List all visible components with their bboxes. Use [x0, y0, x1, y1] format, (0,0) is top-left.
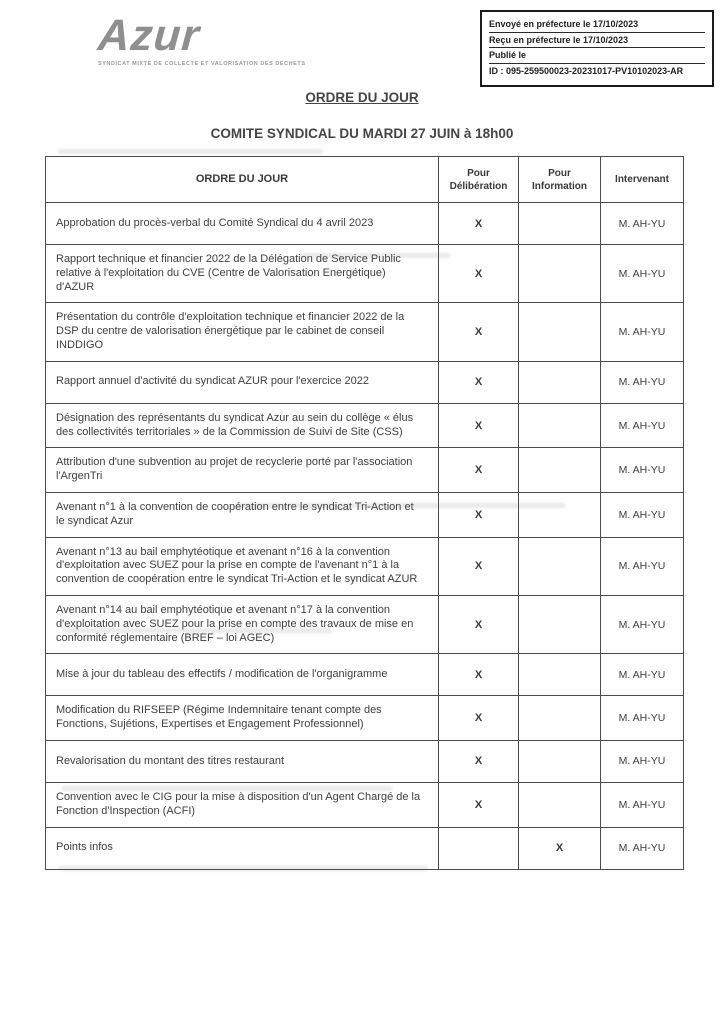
scan-artifact [58, 149, 323, 154]
information-mark [519, 537, 601, 595]
table-row [46, 303, 684, 361]
agenda-item: Avenant n°14 au bail emphytéotique et avenant n°17 à la convention d'exploitation avec SUEZ pour la prise en compte des travaux de mise en conformité réglementaire (BREF – loi AGEC) [46, 595, 439, 653]
agenda-item: Convention avec le CIG pour la mise à disposition d'un Agent Chargé de la Fonction d'Inspection (ACFI) [46, 782, 439, 827]
information-mark [519, 448, 601, 493]
agenda-item: Mise à jour du tableau des effectifs / modification de l'organigramme [46, 654, 439, 696]
agenda-item: Points infos [46, 827, 439, 869]
information-mark [519, 696, 601, 741]
header-information: Pour Information [519, 157, 601, 203]
deliberation-mark: X [439, 448, 519, 493]
deliberation-mark: X [439, 696, 519, 741]
agenda-item: Présentation du contrôle d'exploitation technique et financier 2022 de la DSP du centre de valorisation énergétique par le cabinet de conseil INDDIGO [46, 303, 439, 361]
table-header-row [46, 157, 684, 203]
deliberation-mark: X [439, 361, 519, 403]
information-mark [519, 654, 601, 696]
table-row [46, 782, 684, 827]
table-row [46, 740, 684, 782]
table-row [46, 492, 684, 537]
agenda-item: Rapport technique et financier 2022 de la Délégation de Service Public relative à l'exploitation du CVE (Centre de Valorisation Energétique) d'AZUR [46, 245, 439, 303]
agenda-item: Désignation des représentants du syndicat Azur au sein du collège « élus des collectivités territoriales » de la Commission de Suivi de Site (CSS) [46, 403, 439, 448]
stamp-line-published: Publié le [489, 48, 705, 64]
information-mark [519, 492, 601, 537]
table-row [46, 696, 684, 741]
table-row [46, 361, 684, 403]
information-mark [519, 740, 601, 782]
page-title-text: ORDRE DU JOUR [305, 90, 419, 105]
table-row [46, 537, 684, 595]
header-intervenant: Intervenant [601, 157, 684, 203]
information-mark [519, 361, 601, 403]
agenda-item: Attribution d'une subvention au projet de recyclerie porté par l'association l'ArgenTri [46, 448, 439, 493]
deliberation-mark: X [439, 203, 519, 245]
intervenant-cell: M. AH-YU [601, 203, 684, 245]
agenda-item: Rapport annuel d'activité du syndicat AZUR pour l'exercice 2022 [46, 361, 439, 403]
deliberation-mark: X [439, 782, 519, 827]
deliberation-mark: X [439, 740, 519, 782]
intervenant-cell: M. AH-YU [601, 403, 684, 448]
intervenant-cell: M. AH-YU [601, 740, 684, 782]
intervenant-cell: M. AH-YU [601, 654, 684, 696]
agenda-table [45, 156, 684, 870]
deliberation-mark: X [439, 403, 519, 448]
stamp-line-id: ID : 095-259500023-20231017-PV10102023-AR [489, 65, 684, 76]
intervenant-cell: M. AH-YU [601, 245, 684, 303]
azur-logo-tagline: SYNDICAT MIXTE DE COLLECTE ET VALORISATION DES DECHETS [98, 61, 306, 67]
page-subtitle: COMITE SYNDICAL DU MARDI 27 JUIN à 18h00 [210, 126, 514, 141]
stamp-line-sent: Envoyé en préfecture le 17/10/2023 [489, 17, 705, 33]
header-agenda: ORDRE DU JOUR [46, 157, 439, 203]
agenda-item: Avenant n°1 à la convention de coopération entre le syndicat Tri-Action et le syndicat Azur [46, 492, 439, 537]
intervenant-cell: M. AH-YU [601, 537, 684, 595]
deliberation-mark [439, 827, 519, 869]
deliberation-mark: X [439, 245, 519, 303]
information-mark [519, 403, 601, 448]
table-row [46, 448, 684, 493]
deliberation-mark: X [439, 537, 519, 595]
deliberation-mark: X [439, 595, 519, 653]
information-mark [519, 782, 601, 827]
table-row [46, 403, 684, 448]
intervenant-cell: M. AH-YU [601, 492, 684, 537]
information-mark: X [519, 827, 601, 869]
information-mark [519, 203, 601, 245]
agenda-item: Modification du RIFSEEP (Régime Indemnitaire tenant compte des Fonctions, Sujétions, Expertises et Engagement Professionnel) [46, 696, 439, 741]
intervenant-cell: M. AH-YU [601, 595, 684, 653]
page-title [0, 90, 724, 105]
information-mark [519, 303, 601, 361]
agenda-item: Approbation du procès-verbal du Comité Syndical du 4 avril 2023 [46, 203, 439, 245]
prefecture-stamp [480, 10, 714, 87]
table-row [46, 827, 684, 869]
information-mark [519, 245, 601, 303]
header-deliberation: Pour Délibération [439, 157, 519, 203]
information-mark [519, 595, 601, 653]
table-row [46, 595, 684, 653]
deliberation-mark: X [439, 303, 519, 361]
azur-logo [96, 11, 398, 67]
deliberation-mark: X [439, 492, 519, 537]
agenda-item: Avenant n°13 au bail emphytéotique et avenant n°16 à la convention d'exploitation avec SUEZ pour la prise en compte de l'avenant n°1 à la convention de coopération entre le syndicat Tri-Action et le syndicat AZUR [46, 537, 439, 595]
intervenant-cell: M. AH-YU [601, 782, 684, 827]
agenda-item: Revalorisation du montant des titres restaurant [46, 740, 439, 782]
stamp-line-received: Reçu en préfecture le 17/10/2023 [489, 33, 705, 49]
table-row [46, 203, 684, 245]
intervenant-cell: M. AH-YU [601, 361, 684, 403]
intervenant-cell: M. AH-YU [601, 303, 684, 361]
table-row [46, 654, 684, 696]
table-row [46, 245, 684, 303]
deliberation-mark: X [439, 654, 519, 696]
intervenant-cell: M. AH-YU [601, 827, 684, 869]
azur-logo-text: Azur [96, 11, 202, 60]
intervenant-cell: M. AH-YU [601, 696, 684, 741]
intervenant-cell: M. AH-YU [601, 448, 684, 493]
